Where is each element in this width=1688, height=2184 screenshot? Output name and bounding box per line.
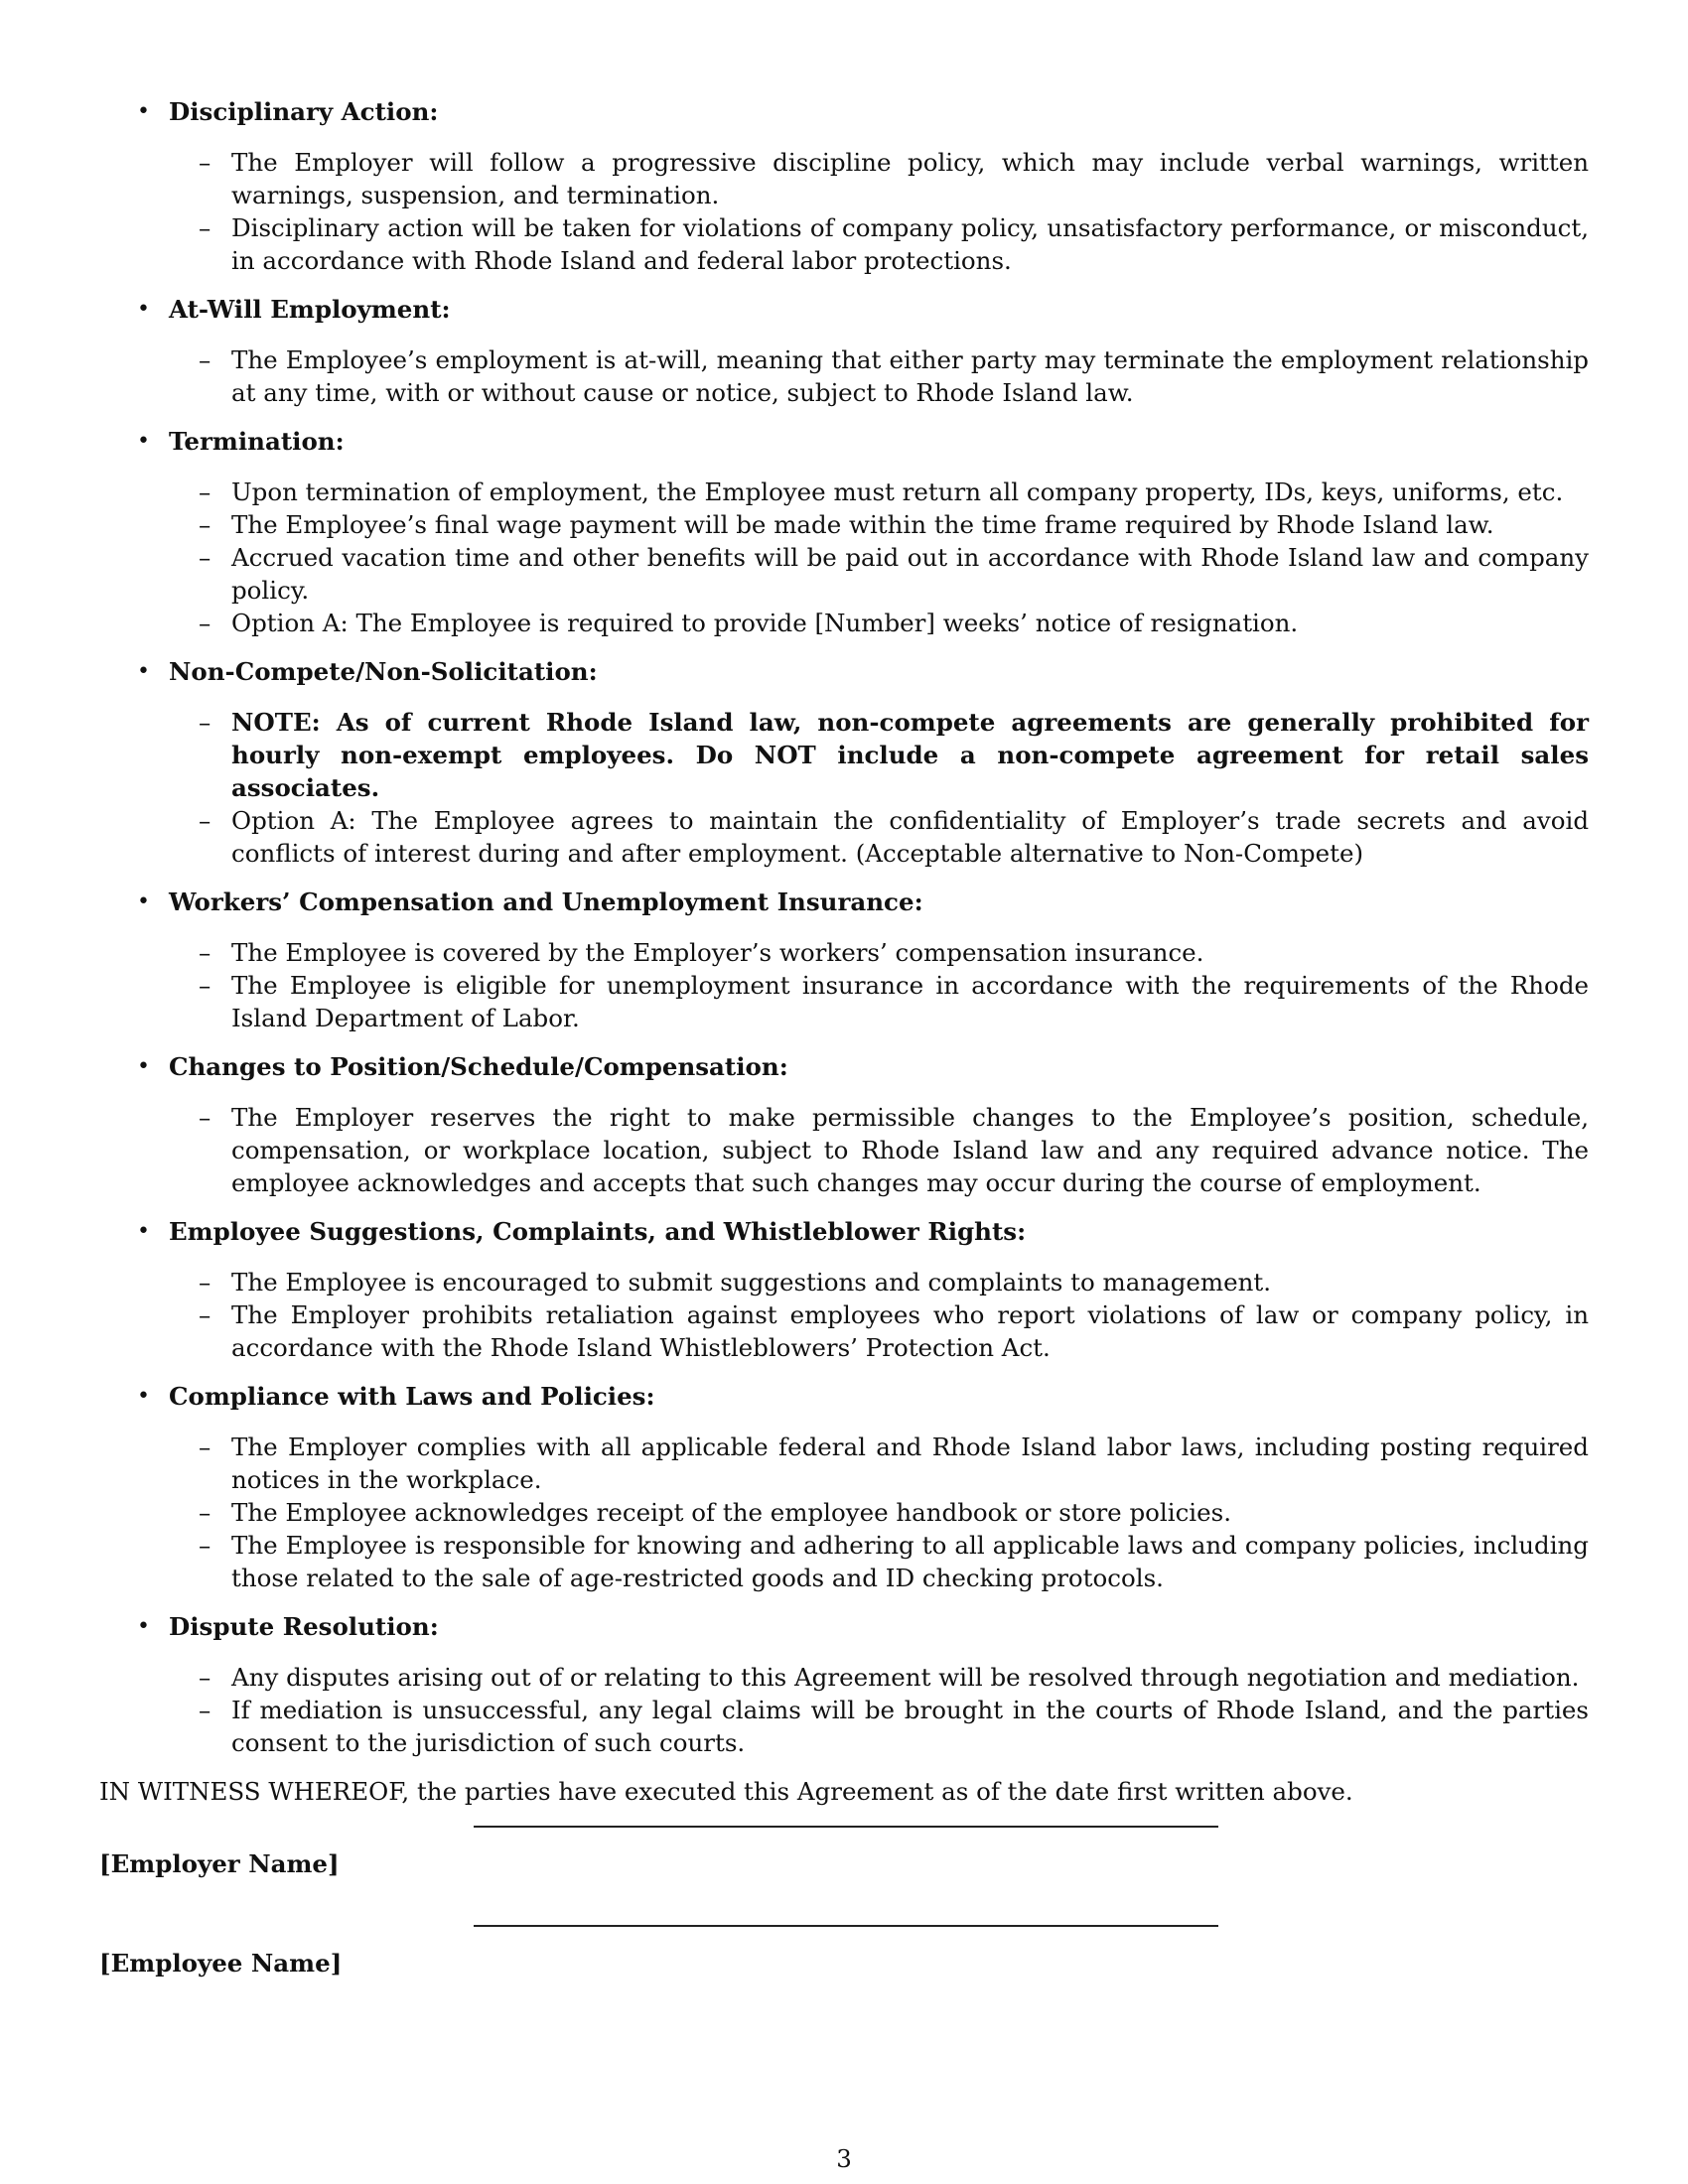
section-heading: Non-Compete/Non-Solicitation: [169, 657, 598, 686]
list-item [169, 1694, 1589, 1759]
list-item-text: The Employee’s employment is at-will, meaning that either party may terminate the employment relationship at any time, with or without cause or notice, subject to Rhode Island law. [231, 345, 1589, 407]
bullet-icon: • [137, 99, 150, 124]
list-item-text: Accrued vacation time and other benefits will be paid out in accordance with Rhode Island law and company policy. [231, 543, 1589, 605]
dash-icon: – [199, 1300, 211, 1329]
dash-icon: – [199, 1103, 211, 1132]
section [99, 1610, 1589, 1759]
list-item-text: The Employee’s final wage payment will be made within the time frame required by Rhode Island law. [231, 510, 1494, 539]
page-number: 3 [836, 2144, 852, 2173]
list-item [169, 1496, 1589, 1529]
employee-name-label: [Employee Name] [99, 1949, 343, 1978]
witness-statement: IN WITNESS WHEREOF, the parties have executed this Agreement as of the date first written above. [99, 1777, 1353, 1806]
section-items [169, 1431, 1589, 1594]
section [99, 655, 1589, 870]
list-item [169, 1661, 1589, 1694]
bullet-icon: • [137, 659, 150, 684]
list-item-text: The Employee is responsible for knowing and adhering to all applicable laws and company policies, including those related to the sale of age-restricted goods and ID checking protocols. [231, 1531, 1589, 1592]
list-item-text: Option A: The Employee agrees to maintain the confidentiality of Employer’s trade secrets and avoid conflicts of interest during and after employment. (Acceptable alternative to Non-Compete) [231, 806, 1589, 868]
employer-signature-line [474, 1826, 1218, 1828]
section-items [169, 343, 1589, 409]
section [99, 1050, 1589, 1199]
dash-icon: – [199, 1531, 211, 1560]
section-items [169, 1101, 1589, 1199]
section-items [169, 1266, 1589, 1364]
list-item [169, 706, 1589, 804]
list-item-text: Upon termination of employment, the Employee must return all company property, IDs, keys, uniforms, etc. [231, 478, 1564, 506]
list-item [169, 508, 1589, 541]
section [99, 886, 1589, 1034]
list-item-text: The Employer reserves the right to make permissible changes to the Employee’s position, schedule, compensation, or workplace location, subject to Rhode Island law and any required advance notice. The employee acknowledges and accepts that such changes may occur during the course of employment. [231, 1103, 1589, 1197]
section-heading: Employee Suggestions, Complaints, and Whistleblower Rights: [169, 1217, 1027, 1246]
list-item-text: The Employer prohibits retaliation against employees who report violations of law or company policy, in accordance with the Rhode Island Whistleblowers’ Protection Act. [231, 1300, 1589, 1362]
section-heading: Disciplinary Action: [169, 97, 439, 126]
section-items [169, 1661, 1589, 1759]
document-page [99, 95, 1589, 2024]
dash-icon: – [199, 1268, 211, 1297]
section [99, 293, 1589, 409]
dash-icon: – [199, 1663, 211, 1692]
list-item [169, 1431, 1589, 1496]
list-item [169, 541, 1589, 607]
list-item-text: Option A: The Employee is required to provide [Number] weeks’ notice of resignation. [231, 609, 1299, 637]
list-item-text: Any disputes arising out of or relating to this Agreement will be resolved through negotiation and mediation. [231, 1663, 1580, 1692]
dash-icon: – [199, 1498, 211, 1527]
list-item [169, 1298, 1589, 1364]
section [99, 1380, 1589, 1594]
list-item [169, 1266, 1589, 1298]
list-item-text: The Employer will follow a progressive discipline policy, which may include verbal warnings, written warnings, suspension, and termination. [231, 148, 1589, 209]
bullet-icon: • [137, 1614, 150, 1639]
dash-icon: – [199, 1433, 211, 1461]
section-items [169, 706, 1589, 870]
list-item-text: The Employer complies with all applicable federal and Rhode Island labor laws, including posting required notices in the workplace. [231, 1433, 1589, 1494]
list-item-text: Disciplinary action will be taken for violations of company policy, unsatisfactory performance, or misconduct, in accordance with Rhode Island and federal labor protections. [231, 213, 1589, 275]
section-items [169, 146, 1589, 277]
list-item [169, 969, 1589, 1034]
section-heading: Termination: [169, 427, 345, 456]
list-item-text: The Employee is eligible for unemployment insurance in accordance with the requirements of the Rhode Island Department of Labor. [231, 971, 1589, 1032]
list-item [169, 343, 1589, 409]
dash-icon: – [199, 345, 211, 374]
employee-signature-line [474, 1925, 1218, 1927]
section-heading: Changes to Position/Schedule/Compensation: [169, 1052, 788, 1081]
dash-icon: – [199, 806, 211, 835]
dash-icon: – [199, 148, 211, 177]
employer-name-label: [Employer Name] [99, 1849, 340, 1878]
bullet-icon: • [137, 1054, 150, 1079]
employer-signature-block [99, 1826, 1589, 1925]
section-heading: Workers’ Compensation and Unemployment Insurance: [169, 887, 923, 916]
dash-icon: – [199, 609, 211, 637]
list-item [169, 146, 1589, 211]
dash-icon: – [199, 510, 211, 539]
list-item-text: The Employee acknowledges receipt of the employee handbook or store policies. [231, 1498, 1231, 1527]
dash-icon: – [199, 543, 211, 572]
dash-icon: – [199, 708, 211, 737]
section-items [169, 936, 1589, 1034]
section [99, 425, 1589, 639]
employee-signature-block [99, 1925, 1589, 2024]
bullet-icon: • [137, 429, 150, 454]
bullet-icon: • [137, 889, 150, 914]
section-list [99, 95, 1589, 1759]
list-item-text: The Employee is encouraged to submit suggestions and complaints to management. [231, 1268, 1272, 1297]
section [99, 95, 1589, 277]
list-item [169, 804, 1589, 870]
bullet-icon: • [137, 1384, 150, 1409]
list-item-text: The Employee is covered by the Employer’s workers’ compensation insurance. [231, 938, 1204, 967]
list-item-text: If mediation is unsuccessful, any legal claims will be brought in the courts of Rhode Island, and the parties consent to the jurisdiction of such courts. [231, 1696, 1589, 1757]
list-item [169, 936, 1589, 969]
list-item [169, 211, 1589, 277]
section-heading: Compliance with Laws and Policies: [169, 1382, 655, 1411]
dash-icon: – [199, 938, 211, 967]
list-item [169, 1101, 1589, 1199]
dash-icon: – [199, 213, 211, 242]
list-item [169, 607, 1589, 639]
list-item [169, 1529, 1589, 1594]
bullet-icon: • [137, 1219, 150, 1244]
dash-icon: – [199, 971, 211, 1000]
section [99, 1215, 1589, 1364]
section-heading: At-Will Employment: [169, 295, 451, 324]
dash-icon: – [199, 1696, 211, 1724]
section-items [169, 476, 1589, 639]
section-heading: Dispute Resolution: [169, 1612, 439, 1641]
list-item [169, 476, 1589, 508]
dash-icon: – [199, 478, 211, 506]
list-item-text: NOTE: As of current Rhode Island law, non-compete agreements are generally prohibited for hourly non-exempt employees. Do NOT include a non-compete agreement for retail sales associates. [231, 708, 1589, 802]
bullet-icon: • [137, 297, 150, 322]
